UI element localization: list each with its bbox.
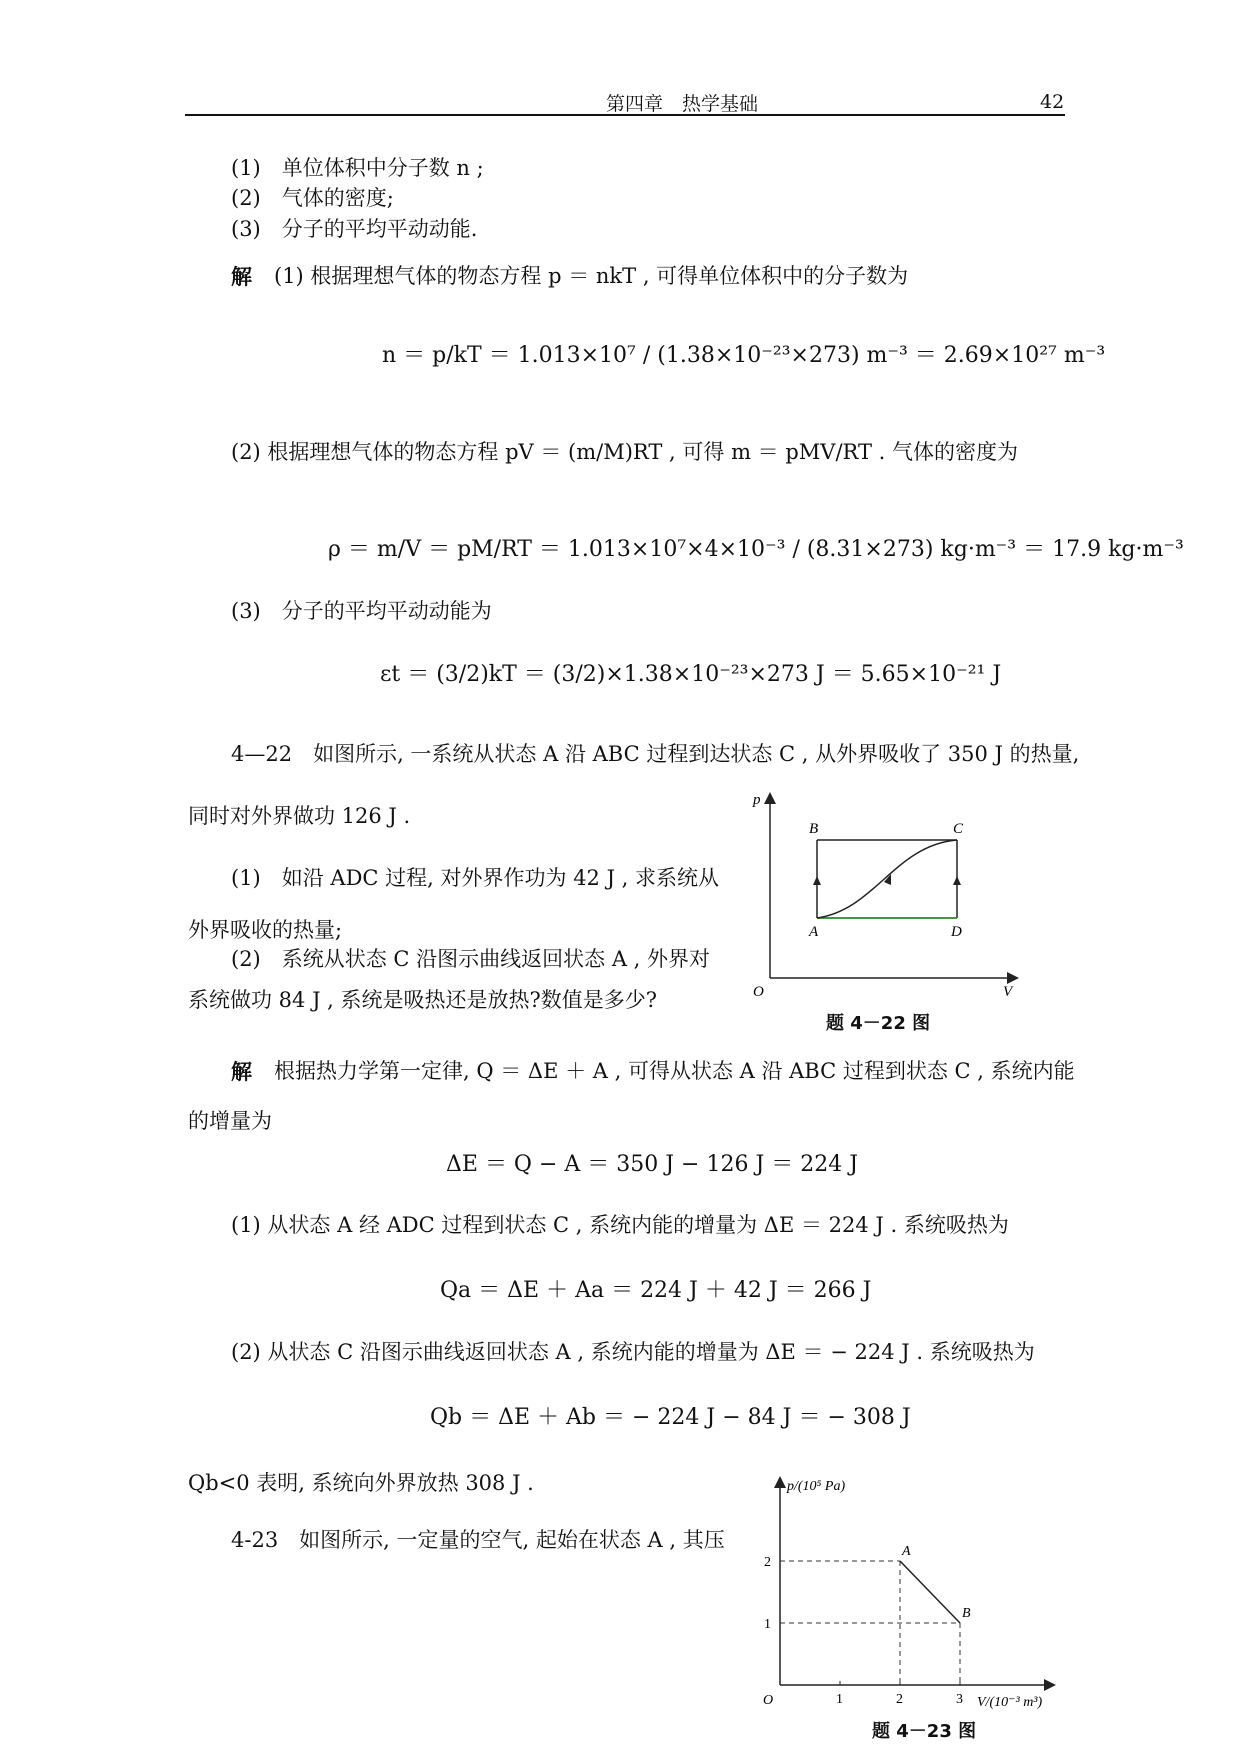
q21-solution-3: (3) 分子的平均平动动能为	[231, 599, 492, 623]
q22-solution-line1: 根据热力学第一定律, Q ＝ ΔE ＋ A , 可得从状态 A 沿 ABC 过程到状态 C , 系统内能	[274, 1059, 1075, 1083]
v-axis-label: V/(10⁻³ m³)	[977, 1695, 1043, 1710]
v-axis-label: V	[1003, 984, 1013, 1000]
q22-stem-line1: 4—22 如图所示, 一系统从状态 A 沿 ABC 过程到达状态 C , 从外界吸收了 350 J 的热量,	[231, 742, 1080, 766]
figure-4-23-caption: 题 4－23 图	[872, 1721, 977, 1742]
point-d-label: D	[951, 924, 962, 940]
x-tick-label: 3	[956, 1692, 963, 1707]
q23-stem: 4-23 如图所示, 一定量的空气, 起始在状态 A , 其压	[231, 1528, 725, 1552]
y-tick-label: 2	[764, 1555, 771, 1570]
q22-solution-line2: 的增量为	[188, 1109, 272, 1133]
y-tick-label: 1	[764, 1617, 771, 1632]
q22-equation-2: Qa ＝ ΔE ＋ Aa ＝ 224 J ＋ 42 J ＝ 266 J	[440, 1278, 872, 1303]
point-label: A	[902, 1544, 911, 1559]
q22-part2-line2: 系统做功 84 J , 系统是吸热还是放热?数值是多少?	[188, 988, 658, 1012]
q22-step2: (2) 从状态 C 沿图示曲线返回状态 A , 系统内能的增量为 ΔE ＝ − 224 J . 系统吸热为	[231, 1340, 1035, 1364]
point-c-label: C	[953, 821, 964, 837]
q21-solution-label: 解	[231, 264, 252, 289]
point-b-label: B	[809, 821, 819, 837]
figure-4-23	[755, 1470, 1065, 1710]
q21-solution-1: (1) 根据理想气体的物态方程 p ＝ nkT , 可得单位体积中的分子数为	[274, 264, 909, 288]
x-tick-label: 2	[896, 1692, 903, 1707]
q21-part2: (2) 气体的密度;	[231, 186, 394, 210]
q22-equation-3: Qb ＝ ΔE ＋ Ab ＝ − 224 J − 84 J ＝ − 308 J	[430, 1405, 911, 1430]
q21-equation-2: ρ ＝ m/V ＝ pM/RT ＝ 1.013×10⁷×4×10⁻³ / (8.31×273) kg·m⁻³ ＝ 17.9 kg·m⁻³	[328, 537, 1184, 562]
q22-step1: (1) 从状态 A 经 ADC 过程到状态 C , 系统内能的增量为 ΔE ＝ 224 J . 系统吸热为	[231, 1213, 1009, 1237]
origin-label: O	[753, 984, 764, 1000]
p-axis-label: p/(10⁵ Pa)	[787, 1479, 846, 1494]
header-rule	[185, 114, 1065, 116]
q22-part1-line2: 外界吸收的热量;	[188, 918, 343, 942]
q22-solution-label: 解	[231, 1059, 252, 1084]
q22-stem-line2: 同时对外界做功 126 J .	[188, 804, 411, 828]
page-number: 42	[1040, 91, 1065, 113]
arrow-dc-icon	[953, 876, 961, 885]
q21-part1: (1) 单位体积中分子数 n ;	[231, 156, 484, 180]
q21-solution-2: (2) 根据理想气体的物态方程 pV ＝ (m/M)RT , 可得 m ＝ pMV/RT . 气体的密度为	[231, 440, 1019, 464]
q21-equation-1: n ＝ p/kT ＝ 1.013×10⁷ / (1.38×10⁻²³×273) m⁻³ ＝ 2.69×10²⁷ m⁻³	[382, 343, 1106, 368]
point-a-label: A	[809, 924, 819, 940]
q21-equation-3: εt ＝ (3/2)kT ＝ (3/2)×1.38×10⁻²³×273 J ＝ 5.65×10⁻²¹ J	[380, 662, 1002, 687]
q22-equation-1: ΔE ＝ Q − A ＝ 350 J − 126 J ＝ 224 J	[446, 1152, 859, 1177]
q22-part2-line1: (2) 系统从状态 C 沿图示曲线返回状态 A , 外界对	[231, 947, 711, 971]
point-label: B	[962, 1606, 971, 1621]
q22-part1-line1: (1) 如沿 ADC 过程, 对外界作功为 42 J , 求系统从	[231, 866, 720, 890]
arrow-ab-icon	[813, 876, 821, 885]
figure-4-22-caption: 题 4－22 图	[826, 1013, 931, 1034]
process-line-ab	[900, 1561, 960, 1623]
q22-conclusion: Qb<0 表明, 系统向外界放热 308 J .	[188, 1471, 534, 1495]
x-tick-label: 1	[836, 1692, 843, 1707]
p-axis-label: p	[753, 792, 761, 808]
chapter-title: 第四章 热学基础	[606, 93, 759, 115]
q21-part3: (3) 分子的平均平动动能.	[231, 217, 478, 241]
figure-4-22	[745, 790, 1035, 1030]
origin-label: O	[763, 1693, 774, 1708]
